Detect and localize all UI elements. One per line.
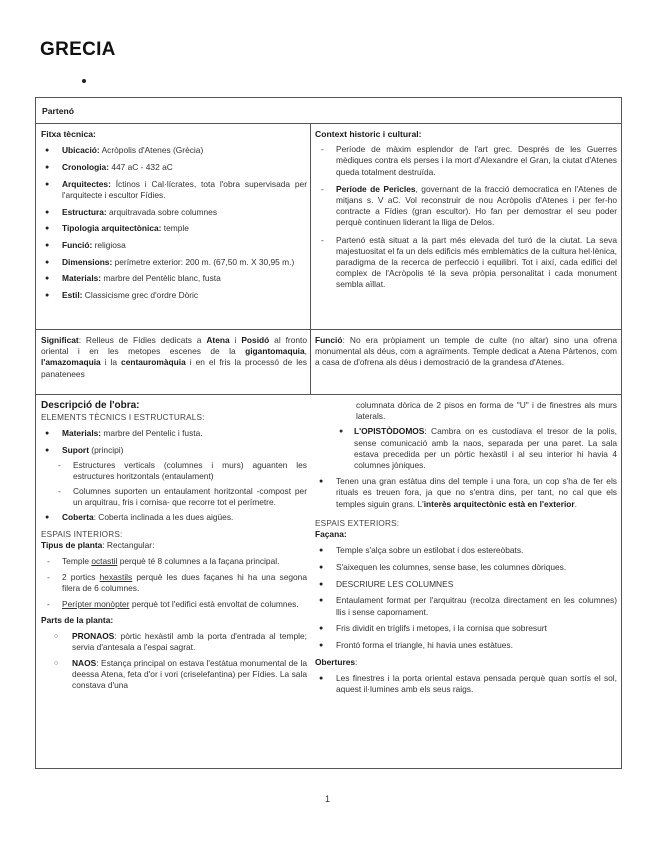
planta-list: [41, 556, 307, 611]
list-item: ● Les finestres i la porta oriental estava pensada perquè quan sortís el sol, aquest il·lumines amb els seus raigs.: [315, 673, 617, 695]
opisto-list: [315, 426, 617, 471]
facana-title: Façana:: [315, 529, 347, 540]
naos-continuation: columnata dòrica de 2 pisos en forma de "U" i de finestres als murs laterals.: [356, 400, 617, 422]
list-item: - 2 portics hexastils perquè les dues façanes hi ha una segona filera de 6 columnes.: [41, 572, 307, 594]
list-item: - Període de Pericles, governant de la fracció democratica en l'Atenes de mitjans s. V aC. Vol reconstruir de nou Acròpolis d'Atenes i per fer-ho contracte a Fídies (gran escultor). Ho fan per demostrar el seu poder perquè continuen liderant la lliga de Delos.: [315, 184, 617, 229]
list-item: - Estructures verticals (columnes i murs) aguanten les estructures horitzontals (entaulament): [52, 460, 307, 482]
context-title: Context historic i cultural:: [315, 129, 422, 139]
list-item: ● Funció: religiosa: [41, 240, 307, 251]
list-item: ● Dimensions: perímetre exterior: 200 m. (67,50 m. X 30,95 m.): [41, 257, 307, 268]
espais-exteriors-heading: ESPAIS EXTERIORS:: [315, 518, 400, 528]
partheno-table: [35, 97, 622, 769]
table-divider: [36, 123, 621, 124]
list-item: ● Coberta: Coberta inclinada a les dues aigües.: [41, 512, 307, 523]
descripcio-left: [41, 399, 307, 697]
page-number: 1: [324, 794, 330, 804]
descripcio-title: Descripció de l'obra:: [41, 400, 140, 411]
list-item: ● Frontó forma el triangle, hi havia unes estàtues.: [315, 640, 617, 651]
list-item: ● Arquitectes: Íctinos i Cal·lícrates, tota l'obra supervisada per l'arquitecte i escultor Fídies.: [41, 179, 307, 201]
list-item: ● Fris dividit en tríglifs i metopes, i la cornisa que sobresurt: [315, 623, 617, 634]
list-item: - Perípter monòpter perquè tot l'edifici està envoltat de columnes.: [41, 599, 307, 610]
fitxa-title: Fitxa tècnica:: [41, 129, 96, 139]
table-header: Partenó: [42, 106, 74, 116]
list-item: ● Ubicació: Acròpolis d'Atenes (Grècia): [41, 145, 307, 156]
significat: Significat: Relleus de Fídies dedicats a Atena i Posidó al fronto oriental i en les metopes escenes de la gigantomaquia, l'amazomaquia i la centauromàquia i en el fris la processó de les panatenees: [41, 335, 307, 379]
descripcio-right: [315, 400, 617, 701]
espais-interiors-heading: ESPAIS INTERIORS:: [41, 530, 123, 540]
elements-list: [41, 428, 307, 523]
context-historic: [315, 129, 617, 294]
list-item: ○ PRONAOS: pòrtic hexàstil amb la porta d'entrada al temple; servia d'antesala a l'espai sagrat.: [41, 631, 307, 653]
list-item: ● Estil: Classicisme grec d'ordre Dòric: [41, 290, 307, 301]
list-item: ● Temple s'alça sobre un estilobat i dos estereòbats.: [315, 545, 617, 556]
list-item: ● S'aixequen les columnes, sense base, les columnes dòriques.: [315, 562, 617, 573]
obertures-list: [315, 673, 617, 695]
list-item: ● Estructura: arquitravada sobre columnes: [41, 207, 307, 218]
page-title: GRECIA: [40, 39, 116, 60]
list-item: ● Suport (principi) - Estructures verticals (columnes i murs) aguanten les estructures horitzontals (entaulament) - Columnes suporten un entaulament horitzontal -compost per un arquitrau, fris i cornisa- que recorre tot el perímetre.: [41, 445, 307, 509]
table-divider: [36, 329, 621, 330]
parts-list: [41, 631, 307, 692]
parts-title: Parts de la planta:: [41, 615, 114, 626]
facana-list: [315, 545, 617, 651]
elements-heading: ELEMENTS TÈCNICS I ESTRUCTURALS:: [41, 413, 205, 422]
list-item: - Columnes suporten un entaulament horitzontal -compost per un arquitrau, fris i cornisa- que recorre tot el perímetre.: [52, 486, 307, 508]
tipus-planta: Tipus de planta: Rectangular:: [41, 540, 155, 551]
list-item: ● Cronologia: 447 aC - 432 aC: [41, 162, 307, 173]
list-item: - Període de màxim esplendor de l'art grec. Després de les Guerres mèdiques contra els perses i la mort d'Alexandre el Gran, la ciutat d'Atenes queda totalment destruïda.: [315, 144, 617, 178]
list-item: ● Entaulament format per l'arquitrau (recolza directament en les columnes) llis i sense capornament.: [315, 595, 617, 617]
list-item: - Partenó està situat a la part més elevada del turó de la ciutat. La seva majestuositat el fa un dels edificis més emblemàtics de la cultura hel·lènica, paradigma de la recerca de perfecció i equilibri. Tot i així, cada edifici del complex de l'Acròpolis té la seva pròpia personalitat i cada monument sembla aïllat.: [315, 235, 617, 291]
fitxa-tecnica: [41, 129, 307, 307]
list-item: ○ NAOS: Estança principal on estava l'estàtua monumental de la deessa Atena, feta d'or i vori (criselefantina) per Fídies. La sala constava d'una: [41, 658, 307, 692]
list-item: ● L'OPISTÒDOMOS: Cambra on es custodiava el tresor de la polis, sense comunicació amb la naos, separada per una paret. La sala estava precedida per un pòrtic hexàstil i al seu interior hi havia 4 columnes jòniques.: [333, 426, 617, 471]
list-item: ● Materials: marbre del Pentèlic blanc, fusta: [41, 273, 307, 284]
list-item: ● Tipologia arquitectònica: temple: [41, 223, 307, 234]
table-divider: [310, 123, 311, 394]
list-item: ● Tenen una gran estàtua dins del temple i una fora, un cop s'ha de fer els rituals es treuen fora, ja que no s'entra dins, per tant, no cal que els temples siguin grans. L'interès arquitectònic està en l'exterior.: [315, 476, 617, 510]
fitxa-list: [41, 145, 307, 301]
estatua-list: [315, 476, 617, 510]
table-divider: [36, 394, 621, 395]
list-item: ● DESCRIURE LES COLUMNES: [315, 579, 617, 590]
list-item: ● Materials: marbre del Pentelic i fusta.: [41, 428, 307, 439]
obertures-title: Obertures:: [315, 656, 358, 667]
empty-bullet: [82, 79, 86, 83]
list-item: - Temple octastil perquè té 8 columnes a la façana principal.: [41, 556, 307, 567]
context-list: [315, 144, 617, 290]
funcio: Funció: No era pròpiament un temple de culte (no altar) sino una ofrena monumental als déus, com a agraïments. Temple dedicat a Atena Pàrtenos, com a casa de d'ofrena als déus i demostració de la grandesa d'Atenes.: [315, 335, 617, 368]
